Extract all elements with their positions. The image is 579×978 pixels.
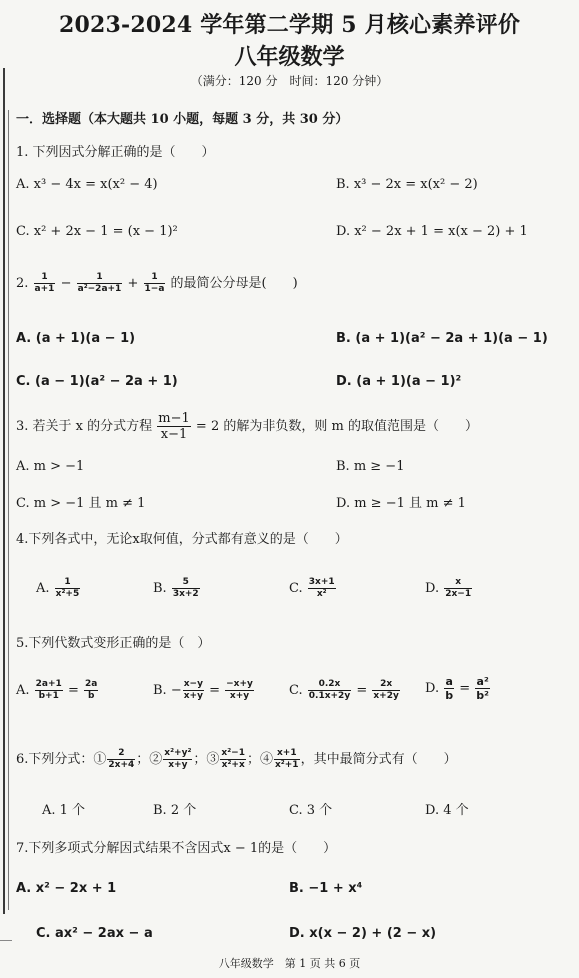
q6-option-a: A. 1 个 xyxy=(42,803,86,818)
q3-prefix: 3. 若关于 x 的分式方程 xyxy=(16,419,153,434)
q2-fraction-3: $\frac{1}{1-a}$ xyxy=(144,272,165,294)
q2-minus: − xyxy=(60,276,72,291)
q7-option-a: A. x² − 2x + 1 xyxy=(16,881,117,896)
q5-stem: 5.下列代数式变形正确的是（ ） xyxy=(16,636,211,651)
q2-suffix: 的最简公分母是( ) xyxy=(170,276,298,291)
q4-option-a: A. $\frac{1}{\text{x²+5}}$ xyxy=(36,577,80,599)
q7-option-d: D. x(x − 2) + (2 − x) xyxy=(289,926,437,941)
q3-stem xyxy=(16,412,478,441)
q2-option-c: C. (a − 1)(a² − 2a + 1) xyxy=(16,374,178,389)
binding-margin-line-inner xyxy=(8,110,9,910)
page-footer: 八年级数学 第 1 页 共 6 页 xyxy=(218,957,361,970)
q2-plus: + xyxy=(127,276,139,291)
q6-option-d: D. 4 个 xyxy=(425,803,469,818)
q2-option-d: D. (a + 1)(a − 1)² xyxy=(336,374,462,389)
q3-option-a: A. m > −1 xyxy=(16,459,85,474)
q2-stem xyxy=(16,272,298,294)
q7-stem: 7.下列多项式分解因式结果不含因式x − 1的是（ ） xyxy=(16,841,337,856)
exam-meta: （满分：120 分 时间：120 分钟） xyxy=(190,74,389,88)
q2-option-b: B. (a + 1)(a² − 2a + 1)(a − 1) xyxy=(336,331,548,346)
q2-option-a: A. (a + 1)(a − 1) xyxy=(16,331,136,346)
q6-option-c: C. 3 个 xyxy=(289,803,333,818)
q7-option-b: B. −1 + x⁴ xyxy=(289,881,363,896)
q6-option-b: B. 2 个 xyxy=(153,803,197,818)
q4-option-d: D. $\frac{x}{2x-1}$ xyxy=(425,577,472,599)
q5-option-d: D. $\frac{a}{b}$ = $\frac{\text{a²}}{\text{b²}}$ xyxy=(425,675,489,702)
q5-option-c: C. $\frac{0.2x}{0.1x+2y}$ = $\frac{2x}{x+2y}$ xyxy=(289,679,399,701)
margin-dash xyxy=(0,940,12,941)
q1-option-c: C. x² + 2x − 1 = (x − 1)² xyxy=(16,224,178,239)
q3-option-c: C. m > −1 且 m ≠ 1 xyxy=(16,496,146,511)
q7-option-c: C. ax² − 2ax − a xyxy=(36,926,153,941)
exam-subject: 八年级数学 xyxy=(234,44,345,70)
q4-stem: 4.下列各式中，无论x取何值，分式都有意义的是（ ） xyxy=(16,532,348,547)
q1-option-a: A. x³ − 4x = x(x² − 4) xyxy=(16,177,158,192)
binding-margin-line xyxy=(3,68,5,914)
q3-option-d: D. m ≥ −1 且 m ≠ 1 xyxy=(336,496,466,511)
q5-option-a: A. $\frac{2a+1}{b+1}$ = $\frac{2a}{b}$ xyxy=(16,679,98,701)
q1-stem: 1. 下列因式分解正确的是（ ） xyxy=(16,145,215,160)
exam-title: 2023-2024 学年第二学期 5 月核心素养评价 xyxy=(58,12,521,38)
section-heading: 一．选择题（本大题共 10 小题，每题 3 分，共 30 分） xyxy=(16,112,349,127)
q2-fraction-2: $\frac{1}{\text{a²−2a+1}}$ xyxy=(77,272,122,294)
q3-option-b: B. m ≥ −1 xyxy=(336,459,405,474)
q1-option-d: D. x² − 2x + 1 = x(x − 2) + 1 xyxy=(336,224,528,239)
q4-option-c: C. $\frac{3x+1}{\text{x²}}$ xyxy=(289,577,335,599)
q1-option-b: B. x³ − 2x = x(x² − 2) xyxy=(336,177,478,192)
q6-stem: 6.下列分式：① $\frac{2}{2x+4}$ ；② $\frac{\text{x²+y²}}{x+y}$ ；③ $\frac{\text{x²−1}}{\text{x²+x}}$ ；④ $\frac{x+1}{\text{x²+1}}$ ，其中最简分式有（ ） xyxy=(16,748,457,770)
q4-option-b: B. $\frac{5}{3x+2}$ xyxy=(153,577,199,599)
q3-fraction: $\frac{m-1}{x-1}$ xyxy=(158,411,190,442)
q2-fraction-1: $\frac{1}{a+1}$ xyxy=(34,272,55,294)
q5-option-b: B. − $\frac{x-y}{x+y}$ = $\frac{-x+y}{x+y}$ xyxy=(153,679,253,701)
q2-prefix: 2. xyxy=(16,276,29,291)
q3-suffix: = 2 的解为非负数，则 m 的取值范围是（ ） xyxy=(195,419,478,434)
